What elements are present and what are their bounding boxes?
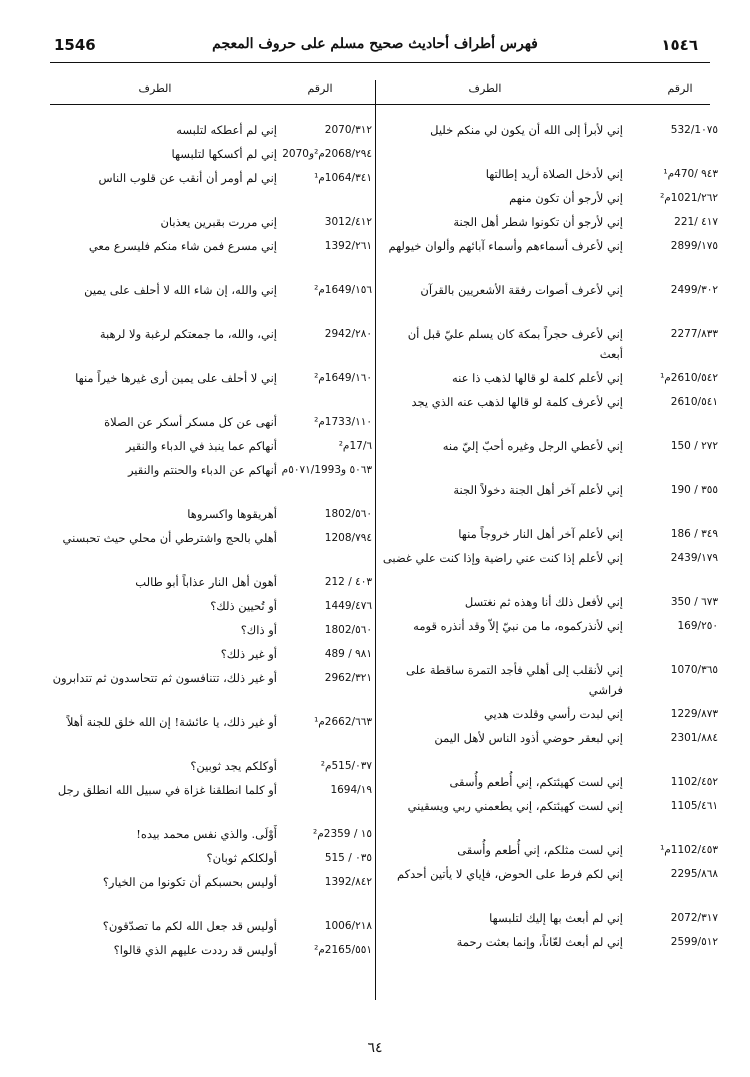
entry-text: إني لم أعطكه لتلبسه [176, 123, 277, 137]
index-entry [382, 324, 718, 368]
column-head-rule [50, 104, 710, 105]
entry-text: إني والله، إن شاء الله لا أحلف على يمين [84, 283, 277, 297]
page-number-arabic: ١٥٤٦ [661, 36, 698, 54]
entry-number: ٢١٨/1006 [324, 920, 372, 932]
page-number-latin: 1546 [54, 36, 96, 54]
index-entry [382, 120, 718, 164]
entry-number: ٢٦٢/1021م² [660, 192, 718, 204]
entry-number: ٥٤١/2610 [670, 396, 718, 408]
entry-number: ٠٣٥ / 515 [324, 852, 372, 864]
entry-text: إني لأرجو أن تكون منهم [509, 191, 623, 205]
entry-number: ١١٠/1733م² [314, 416, 372, 428]
entry-text: إني لأعلم آخر أهل النار خروجاً منها [458, 527, 623, 541]
index-entry [40, 940, 372, 964]
entry-text: إني لست كهيئتكم، إني أُطعم وأُسقى [449, 775, 623, 789]
entry-number: ٥٠٦٣ و٥٠٧١/1993م [282, 464, 372, 476]
entry-number: ٣٥٥ / 190 [670, 484, 718, 496]
entry-number: ٨٨٤/2301 [670, 732, 718, 744]
right-col-head-text: الطرف [468, 82, 502, 95]
entry-number: ٣٤٩ / 186 [670, 528, 718, 540]
entry-text: إني لأعرف أسماءهم وأسماء آبائهم وألوان خيولهم [388, 239, 623, 253]
entry-number: ٤٧٦/1449 [324, 600, 372, 612]
entry-number: ٢٦١/1392 [324, 240, 372, 252]
entry-text: أوليس قد جعل الله لكم ما تصدّقون؟ [102, 919, 277, 933]
entry-text: أوليس قد رددت عليهم الذي قالوا؟ [113, 943, 277, 957]
entry-number: ٨٦٨/2295 [670, 868, 718, 880]
index-entry [40, 144, 372, 168]
entry-text: إني لم أبعث لعّاناً، وإنما بعثت رحمة [456, 935, 623, 949]
entry-text: أَوْلَى. والذي نفس محمد بيده! [136, 827, 277, 841]
index-entry [382, 616, 718, 660]
entry-text: إني لم أومر أن أنقب عن قلوب الناس [98, 171, 277, 185]
entry-text: إني لأعرف كلمة لو قالها لذهب عنه الذي يجد [411, 395, 623, 409]
index-entry [40, 368, 372, 412]
right-col-head-num: الرقم [667, 82, 693, 95]
entry-text: إني لأعلم كلمة لو قالها لذهب ذا عنه [451, 371, 623, 385]
index-entry [382, 908, 718, 932]
entry-number: ٩٤٣ /470م¹ [663, 168, 718, 180]
index-entry [40, 916, 372, 940]
index-entry [382, 772, 718, 796]
entry-number: ٣١٧/2072 [670, 912, 718, 924]
entry-number: ٤١٢/3012 [324, 216, 372, 228]
entry-text: أو تُحيين ذلك؟ [210, 599, 277, 613]
index-entry [40, 528, 372, 572]
entry-text: إني لأعلم آخر أهل الجنة دخولاً الجنة [453, 483, 623, 497]
page-title: فهرس أطراف أحاديث صحيح مسلم على حروف المعجم [212, 36, 538, 52]
index-entry [382, 480, 718, 524]
entry-text: أنهاكم عما ينبذ في الدباء والنقير [125, 439, 277, 453]
entry-number: ٤٦١/1105 [670, 800, 718, 812]
entry-text: أو كلما انطلقنا غزاة في سبيل الله انطلق رجل [57, 783, 277, 797]
entry-text: إني لأفعل ذلك أنا وهذه ثم نغتسل [464, 595, 623, 609]
right-column [382, 120, 718, 956]
entry-number: ١٩/1694 [330, 784, 372, 796]
entry-number: 1٠٧٥/532 [670, 124, 718, 136]
entry-text: إني لأرجو أن تكونوا شطر أهل الجنة [453, 215, 623, 229]
index-entry [40, 824, 372, 848]
index-entry [40, 848, 372, 872]
index-entry [40, 596, 372, 620]
entry-number: ٦/17م² [338, 440, 372, 452]
index-entry [382, 548, 718, 592]
entry-text: أهريقوها واكسروها [187, 507, 277, 521]
entry-number: ٨٧٣/1229 [670, 708, 718, 720]
entry-number: ٣٢١/2962 [324, 672, 372, 684]
index-entry [40, 460, 372, 504]
entry-number: ٨٤٢/1392 [324, 876, 372, 888]
entry-text: إني لأعلم إذا كنت عني راضية وإذا كنت علي غضبى [382, 551, 623, 565]
index-entry [382, 592, 718, 616]
entry-text: إني لأنقلب إلى أهلي فأجد التمرة ساقطة على فراشي [405, 663, 623, 697]
entry-number: ٥١٢/2599 [670, 936, 718, 948]
index-entry [382, 864, 718, 908]
entry-number: ٢٨٠/2942 [324, 328, 372, 340]
entry-number: ٧٩٤/1208 [324, 532, 372, 544]
left-col-head-text: الطرف [138, 82, 172, 95]
index-entry [40, 780, 372, 824]
index-entry [382, 932, 718, 956]
entry-text: إني لم أبعث بها إليك لتلبسها [489, 911, 623, 925]
left-col-head-num: الرقم [307, 82, 333, 95]
entry-number: ٦٦٣/2662م¹ [314, 716, 372, 728]
index-entry [40, 712, 372, 756]
index-entry [40, 620, 372, 644]
index-entry [40, 168, 372, 212]
index-entry [40, 644, 372, 668]
entry-number: ٢٩٤/2068م²و2070 [282, 148, 372, 160]
index-entry [40, 212, 372, 236]
entry-number: ١٥ / 2359م² [313, 828, 372, 840]
entry-number: ١٧٩/2439 [670, 552, 718, 564]
entry-text: إني لأعرف أصوات رفقة الأشعريين بالقرآن [420, 283, 623, 297]
page-folio: ٦٤ [367, 1040, 383, 1056]
entry-text: إني لأعطي الرجل وغيره أحبّ إليّ منه [442, 439, 623, 453]
entry-text: إني لست مثلكم، إني أُطعم وأُسقى [457, 843, 623, 857]
entry-text: أهلي بالحج واشترطي أن محلي حيث تحبسني [62, 531, 277, 545]
entry-text: أولكلكم ثوبان؟ [206, 851, 277, 865]
index-entry [40, 436, 372, 460]
index-entry [382, 188, 718, 212]
entry-number: ٥٤٢/2610م¹ [660, 372, 718, 384]
column-divider [375, 80, 376, 1000]
index-entry [382, 392, 718, 436]
index-entry [382, 524, 718, 548]
entry-text: أنهاكم عن الدباء والحنتم والنقير [127, 463, 277, 477]
entry-number: ٣٦٥/1070 [670, 664, 718, 676]
entry-text: إني مررت بقبرين يعذبان [160, 215, 277, 229]
entry-number: ١٥٦/1649م² [314, 284, 372, 296]
entry-text: إني لأعرف حجراً بمكة كان يسلم عليّ قبل أن أبعث [407, 327, 623, 361]
entry-number: ٤٥٣/1102م¹ [660, 844, 718, 856]
entry-text: إني لكم فرط على الحوض، فإياي لا يأتين أحدكم [396, 867, 623, 881]
index-entry [382, 236, 718, 280]
entry-number: ٥٦٠/1802 [324, 508, 372, 520]
entry-number: ٩٨١ / 489 [324, 648, 372, 660]
index-entry [382, 660, 718, 704]
entry-number: ٨٣٣/2277 [670, 328, 718, 340]
index-entry [40, 668, 372, 712]
index-entry [40, 324, 372, 368]
entry-number: ٣٠٢/2499 [670, 284, 718, 296]
entry-number: ٢٧٢ / 150 [670, 440, 718, 452]
entry-text: إني لا أحلف على يمين أرى غيرها خيراً منها [75, 371, 277, 385]
index-entry [382, 704, 718, 728]
header-rule [50, 62, 710, 63]
index-entry [382, 796, 718, 840]
index-entry [382, 164, 718, 188]
index-entry [40, 504, 372, 528]
entry-number: ٤١٧ /221 [674, 216, 718, 228]
index-entry [40, 280, 372, 324]
index-entry [382, 728, 718, 772]
entry-text: أنهى عن كل مسكر أسكر عن الصلاة [104, 415, 277, 429]
entry-text: أو ذاك؟ [240, 623, 277, 637]
entry-text: إني لأدخل الصلاة أريد إطالتها [485, 167, 623, 181]
entry-number: ١٧٥/2899 [670, 240, 718, 252]
index-entry [40, 120, 372, 144]
entry-text: أو غير ذلك، يا عائشة! إن الله خلق للجنة أهلاً [66, 715, 277, 729]
entry-text: أو غير ذلك؟ [220, 647, 277, 661]
entry-number: ٦٧٣ / 350 [670, 596, 718, 608]
entry-text: إني لأنذركموه، ما من نبيّ إلاّ وقد أنذره قومه [413, 619, 623, 633]
entry-text: إني لبدت رأسي وقلدت هديي [483, 707, 623, 721]
index-entry [40, 756, 372, 780]
entry-text: إني لأبرأ إلى الله أن يكون لي منكم خليل [430, 123, 623, 137]
entry-text: إني لست كهيئتكم، إني يطعمني ربي ويسقيني [407, 799, 623, 813]
entry-number: ١٦٠/1649م² [314, 372, 372, 384]
entry-number: ٢٥٠/169 [677, 620, 718, 632]
index-entry [40, 572, 372, 596]
entry-text: أهون أهل النار عذاباً أبو طالب [135, 575, 277, 589]
index-entry [40, 236, 372, 280]
index-entry [382, 436, 718, 480]
index-entry [40, 872, 372, 916]
left-column [40, 120, 372, 964]
entry-number: ٣٤١/1064م¹ [314, 172, 372, 184]
index-entry [40, 412, 372, 436]
entry-number: ٣١٢/2070 [324, 124, 372, 136]
index-entry [382, 368, 718, 392]
entry-text: أوكلكم يجد ثوبين؟ [190, 759, 277, 773]
index-entry [382, 280, 718, 324]
entry-text: إني لم أكسكها لتلبسها [171, 147, 277, 161]
entry-number: ٥٥١/2165م² [314, 944, 372, 956]
entry-text: إني، والله، ما جمعتكم لرغبة ولا لرهبة [99, 327, 277, 341]
entry-text: أوليس بحسبكم أن تكونوا من الخيار؟ [102, 875, 277, 889]
entry-text: أو غير ذلك، تتنافسون ثم تتحاسدون ثم تتدابرون [52, 671, 277, 685]
index-entry [382, 840, 718, 864]
entry-number: ٤٥٢/1102 [670, 776, 718, 788]
index-entry [382, 212, 718, 236]
entry-text: إني مسرع فمن شاء منكم فليسرع معي [88, 239, 277, 253]
entry-number: ٠٣٧/515م² [320, 760, 372, 772]
entry-number: ٥٦٠/1802 [324, 624, 372, 636]
entry-text: إني لبعقر حوضي أذود الناس لأهل اليمن [434, 731, 623, 745]
entry-number: ٤٠٣ / 212 [324, 576, 372, 588]
